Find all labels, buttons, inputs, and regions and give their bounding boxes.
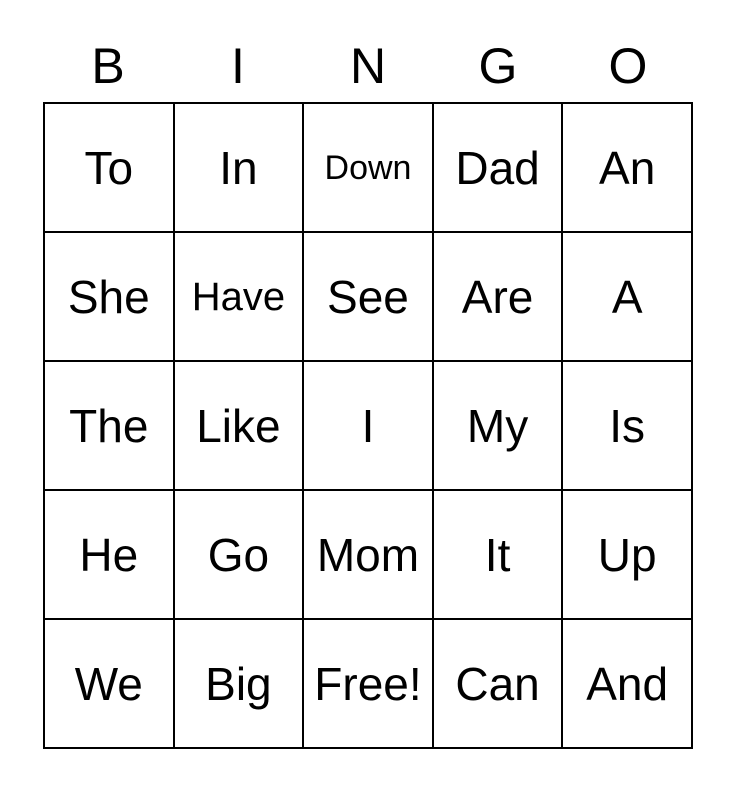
bingo-cell[interactable] — [434, 620, 564, 749]
bingo-cell-label: Free! — [314, 657, 422, 710]
bingo-cell-label: He — [79, 528, 139, 581]
bingo-cell[interactable] — [304, 491, 434, 620]
bingo-cell-label: Are — [461, 270, 534, 323]
bingo-cell-label: Go — [207, 528, 270, 581]
bingo-cell-label: Mom — [316, 528, 420, 581]
bingo-row — [45, 233, 693, 362]
bingo-cell-label: I — [361, 399, 375, 452]
bingo-cell[interactable] — [563, 620, 693, 749]
bingo-cell[interactable] — [175, 620, 305, 749]
bingo-cell-label: Can — [455, 657, 540, 710]
bingo-cell-label: She — [67, 270, 150, 323]
bingo-cell[interactable] — [304, 362, 434, 491]
bingo-cell-label: To — [84, 141, 134, 194]
bingo-cell[interactable] — [563, 104, 693, 233]
bingo-cell-label: In — [219, 141, 258, 194]
bingo-cell[interactable] — [175, 104, 305, 233]
bingo-cell[interactable] — [563, 491, 693, 620]
bingo-cell-label: A — [611, 270, 643, 323]
bingo-cell-label: An — [599, 141, 656, 194]
bingo-header-letter-b: B — [91, 38, 125, 94]
bingo-row — [45, 620, 693, 749]
bingo-cell-label: Dad — [455, 141, 540, 194]
bingo-cell-free[interactable] — [304, 620, 434, 749]
bingo-cell[interactable] — [304, 233, 434, 362]
bingo-cell[interactable] — [175, 491, 305, 620]
bingo-cell-label: Have — [191, 274, 286, 319]
bingo-cell-label: The — [69, 399, 149, 452]
bingo-cell[interactable] — [45, 233, 175, 362]
bingo-cell[interactable] — [45, 620, 175, 749]
bingo-cell-label: We — [74, 657, 143, 710]
bingo-cell-label: And — [586, 657, 669, 710]
bingo-row — [45, 491, 693, 620]
bingo-cell-label: My — [466, 399, 529, 452]
bingo-cell-label: Is — [609, 399, 646, 452]
bingo-header-letter-n: N — [349, 38, 387, 94]
bingo-cell[interactable] — [563, 362, 693, 491]
bingo-header-letter-o: O — [608, 38, 648, 94]
bingo-cell[interactable] — [434, 491, 564, 620]
bingo-cell[interactable] — [304, 104, 434, 233]
bingo-cell[interactable] — [434, 362, 564, 491]
bingo-cell[interactable] — [45, 362, 175, 491]
bingo-cell-label: Up — [597, 528, 657, 581]
bingo-row — [45, 104, 693, 233]
bingo-cell-label: See — [327, 270, 409, 323]
bingo-header-letter-i: I — [231, 38, 245, 94]
bingo-cell-label: Big — [205, 657, 272, 710]
bingo-header-letter-g: G — [478, 38, 518, 94]
bingo-cell[interactable] — [175, 362, 305, 491]
bingo-cell[interactable] — [45, 491, 175, 620]
bingo-row — [45, 362, 693, 491]
bingo-cell[interactable] — [563, 233, 693, 362]
bingo-cell[interactable] — [434, 104, 564, 233]
bingo-cell-label: It — [484, 528, 511, 581]
bingo-cell[interactable] — [175, 233, 305, 362]
bingo-header-row — [43, 30, 693, 102]
bingo-grid — [43, 102, 693, 749]
bingo-cell-label: Down — [324, 148, 412, 187]
bingo-cell[interactable] — [45, 104, 175, 233]
bingo-cell-label: Like — [196, 399, 281, 452]
bingo-card — [43, 30, 693, 749]
bingo-cell[interactable] — [434, 233, 564, 362]
